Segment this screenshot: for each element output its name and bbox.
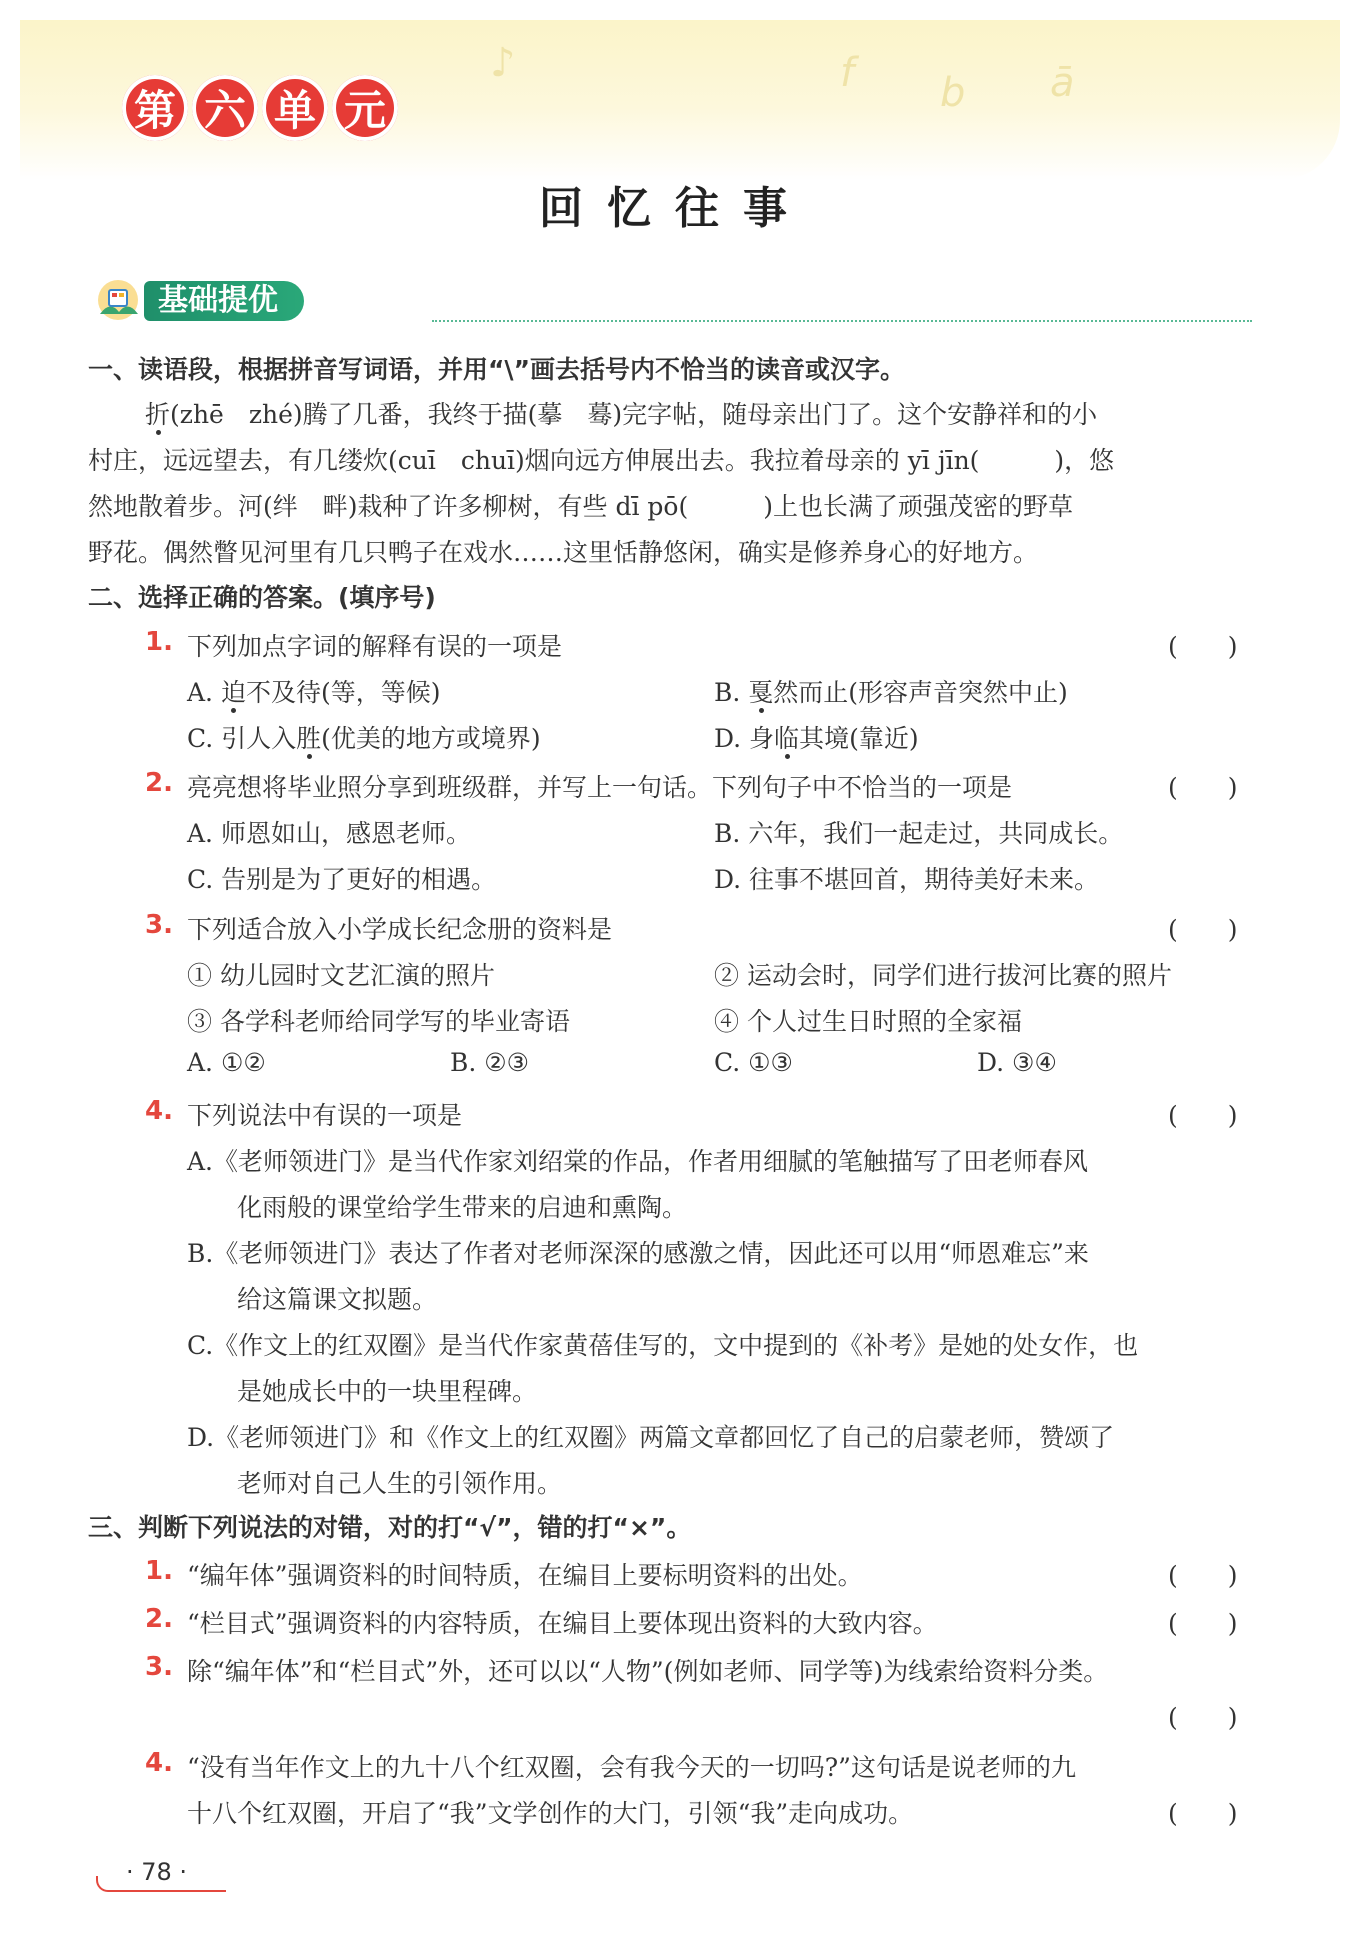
item-number: 3.	[145, 1652, 173, 1682]
item-number: 2.	[145, 1604, 173, 1634]
page-number: · 78 ·	[126, 1858, 188, 1886]
option-a-cont: 化雨般的课堂给学生带来的启迪和熏陶。	[237, 1193, 688, 1222]
section-label: 基础提优	[144, 281, 304, 321]
answer-blank[interactable]: ( )	[1168, 915, 1238, 944]
judge-statement: “编年体”强调资料的时间特质，在编目上要标明资料的出处。	[187, 1561, 863, 1590]
unit-title-char: 元	[332, 75, 398, 141]
unit-title-char: 第	[122, 75, 188, 141]
dotted-char: 胜	[296, 724, 322, 753]
item-number: 4.	[145, 1096, 173, 1126]
option-c-cont: 是她成长中的一块里程碑。	[237, 1377, 538, 1406]
judge-statement: 除“编年体”和“栏目式”外，还可以以“人物”(例如老师、同学等)为线索给资料分类。	[187, 1657, 1109, 1686]
answer-blank[interactable]: ( )	[1168, 773, 1238, 802]
dotted-char: 迫	[220, 678, 246, 707]
option-d: D. ③④	[977, 1048, 1057, 1077]
option-b: B. ②③	[450, 1048, 530, 1077]
section-header	[92, 278, 1252, 324]
item-stem: 下列适合放入小学成长纪念册的资料是	[187, 915, 613, 944]
page-number-underline	[114, 1890, 226, 1892]
item-stem: 下列加点字词的解释有误的一项是	[187, 632, 563, 661]
lesson-title: 回忆往事	[539, 183, 811, 234]
option-prefix: C. 引人入	[187, 724, 297, 753]
question-1-heading: 一、读语段，根据拼音写词语，并用“\”画去括号内不恰当的读音或汉字。	[88, 355, 905, 384]
passage-line: 野花。偶然瞥见河里有几只鸭子在戏水……这里恬静悠闲，确实是修养身心的好地方。	[88, 538, 1039, 567]
option-prefix: B.	[714, 678, 749, 707]
passage-line	[145, 395, 1097, 431]
book-sprout-icon	[92, 278, 146, 324]
option-b: B.《老师领进门》表达了作者对老师深深的感激之情，因此还可以用“师恩难忘”来	[187, 1239, 1089, 1268]
judge-statement: “没有当年作文上的九十八个红双圈，会有我今天的一切吗?”这句话是说老师的九	[187, 1753, 1076, 1782]
choice-item: ④ 个人过生日时照的全家福	[714, 1007, 1022, 1036]
option-b-cont: 给这篇课文拟题。	[237, 1285, 438, 1314]
answer-blank[interactable]: ( )	[1168, 1561, 1238, 1590]
answer-blank[interactable]: ( )	[1168, 1799, 1238, 1828]
dotted-char: 折	[145, 400, 171, 429]
item-stem: 下列说法中有误的一项是	[187, 1101, 463, 1130]
unit-banner: ♪ f b ā	[20, 20, 1340, 180]
answer-blank[interactable]: ( )	[1168, 1101, 1238, 1130]
option-c	[187, 719, 541, 755]
option-a: A. 师恩如山，感恩老师。	[187, 819, 471, 848]
passage-line: 然地散着步。河(绊 畔)栽种了许多柳树，有些 dī pō( )上也长满了顽强茂密的野草	[88, 492, 1073, 521]
option-text: (优美的地方或境界)	[321, 724, 541, 753]
choice-item: ③ 各学科老师给同学写的毕业寄语	[187, 1007, 570, 1036]
item-number: 1.	[145, 627, 173, 657]
choice-item: ② 运动会时，同学们进行拔河比赛的照片	[714, 961, 1172, 990]
option-c: C.《作文上的红双圈》是当代作家黄蓓佳写的，文中提到的《补考》是她的处女作，也	[187, 1331, 1139, 1360]
unit-title	[122, 75, 398, 141]
item-number: 4.	[145, 1748, 173, 1778]
option-a: A.《老师领进门》是当代作家刘绍棠的作品，作者用细腻的笔触描写了田老师春风	[187, 1147, 1089, 1176]
option-text: 不及待(等，等候)	[245, 678, 441, 707]
option-d-cont: 老师对自己人生的引领作用。	[237, 1469, 563, 1498]
option-c: C. 告别是为了更好的相遇。	[187, 865, 497, 894]
question-3-heading: 三、判断下列说法的对错，对的打“√”，错的打“×”。	[88, 1513, 692, 1542]
option-a	[187, 673, 440, 709]
dotted-char: 临	[774, 724, 800, 753]
dotted-char: 戛	[748, 678, 774, 707]
item-number: 2.	[145, 768, 173, 798]
judge-statement: “栏目式”强调资料的内容特质，在编目上要体现出资料的大致内容。	[187, 1609, 938, 1638]
answer-blank[interactable]: ( )	[1168, 1703, 1238, 1732]
option-prefix: A.	[187, 678, 221, 707]
item-number: 1.	[145, 1556, 173, 1586]
section-divider	[432, 320, 1252, 322]
judge-statement-cont: 十八个红双圈，开启了“我”文学创作的大门，引领“我”走向成功。	[187, 1799, 914, 1828]
option-c: C. ①③	[714, 1048, 793, 1077]
option-prefix: D. 身	[714, 724, 775, 753]
passage-text: (zhē zhé)腾了几番，我终于描(摹 蓦)完字帖，随母亲出门了。这个安静祥和的小	[170, 400, 1098, 429]
option-b	[714, 673, 1068, 709]
page-number-marker	[96, 1858, 226, 1892]
option-d: D.《老师领进门》和《作文上的红双圈》两篇文章都回忆了自己的启蒙老师，赞颂了	[187, 1423, 1115, 1452]
option-text: 其境(靠近)	[799, 724, 919, 753]
question-2-heading: 二、选择正确的答案。(填序号)	[88, 583, 436, 612]
option-a: A. ①②	[187, 1048, 266, 1077]
choice-item: ① 幼儿园时文艺汇演的照片	[187, 961, 495, 990]
unit-title-char: 单	[262, 75, 328, 141]
option-d: D. 往事不堪回首，期待美好未来。	[714, 865, 1100, 894]
option-text: 然而止(形容声音突然中止)	[773, 678, 1068, 707]
option-b: B. 六年，我们一起走过，共同成长。	[714, 819, 1124, 848]
answer-blank[interactable]: ( )	[1168, 1609, 1238, 1638]
answer-blank[interactable]: ( )	[1168, 632, 1238, 661]
unit-title-char: 六	[192, 75, 258, 141]
item-stem: 亮亮想将毕业照分享到班级群，并写上一句话。下列句子中不恰当的一项是	[187, 773, 1013, 802]
option-d	[714, 719, 919, 755]
item-number: 3.	[145, 910, 173, 940]
passage-line: 村庄，远远望去，有几缕炊(cuī chuī)烟向远方伸展出去。我拉着母亲的 yī jīn( )，悠	[88, 446, 1115, 475]
